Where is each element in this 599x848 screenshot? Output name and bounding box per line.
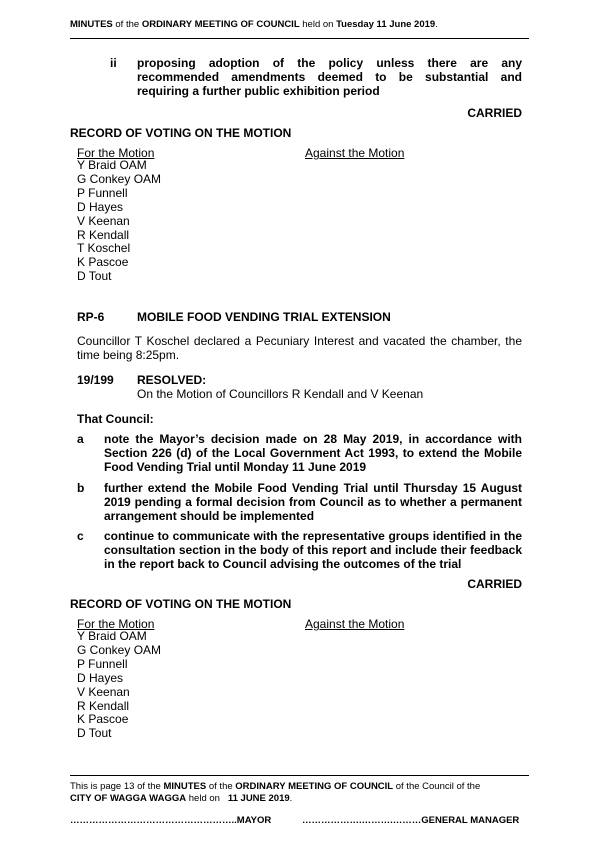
item-letter: c: [77, 529, 84, 543]
item-letter: b: [77, 481, 85, 495]
for-motion-label: For the Motion: [77, 617, 155, 631]
header-minutes: MINUTES: [70, 19, 113, 30]
against-motion-label: Against the Motion: [305, 617, 405, 631]
carried-label: CARRIED: [467, 106, 522, 120]
voter-name: K Pascoe: [77, 712, 129, 727]
voter-name: P Funnell: [77, 656, 128, 671]
voter-name: Y Braid OAM: [77, 158, 147, 172]
voter-name: D Tout: [77, 269, 112, 284]
voter-name: G Conkey OAM: [77, 642, 162, 657]
that-council: That Council:: [77, 412, 154, 426]
header-of: of the: [112, 19, 142, 30]
header-meeting: ORDINARY MEETING OF COUNCIL: [141, 19, 300, 30]
page-footer: [70, 781, 480, 806]
carried-label: CARRIED: [467, 577, 522, 591]
voter-name: R Kendall: [77, 698, 130, 713]
voter-name: V Keenan: [77, 213, 130, 228]
voter-name: K Pascoe: [77, 255, 129, 270]
voter-name: P Funnell: [77, 185, 128, 200]
footer-line-1: This is page 13 of the MINUTES of the ORDINARY MEETING OF COUNCIL of the Council of the: [70, 781, 481, 792]
report-code: RP-6: [77, 310, 105, 324]
resolution-item-b: further extend the Mobile Food Vending Trial until Thursday 15 August 2019 pending a formal decision from Council as to whether a permanent arrangement should be implemented: [104, 481, 522, 523]
voter-name: D Tout: [77, 726, 112, 741]
item-ii-text: proposing adoption of the policy unless there are any recommended amendments deemed to be substantial and requiring a further public exhibition period: [137, 56, 522, 98]
voter-name: T Koschel: [77, 241, 131, 256]
for-motion-label: For the Motion: [77, 146, 155, 160]
resolution-number: 19/199: [77, 373, 114, 387]
voting-heading: RECORD OF VOTING ON THE MOTION: [70, 597, 292, 611]
voter-name: D Hayes: [77, 670, 124, 685]
against-motion-label: Against the Motion: [305, 146, 405, 160]
for-motion-list: [77, 630, 161, 741]
resolved-label: RESOLVED:: [137, 373, 207, 387]
voting-heading: RECORD OF VOTING ON THE MOTION: [70, 126, 292, 140]
footer-divider: [70, 775, 529, 776]
voter-name: G Conkey OAM: [77, 171, 162, 186]
report-title: MOBILE FOOD VENDING TRIAL EXTENSION: [137, 310, 391, 324]
mayor-signature-line: ……………………………………………..MAYOR: [70, 815, 272, 826]
header-divider: [70, 38, 529, 39]
voter-name: D Hayes: [77, 199, 124, 214]
footer-line-2: CITY OF WAGGA WAGGA held on 11 JUNE 2019.: [70, 793, 293, 805]
resolution-item-a: note the Mayor’s decision made on 28 May 2019, in accordance with Section 226 (d) of the Local Government Act 1993, to extend the Mobile Food Vending Trial until Monday 11 June 2019: [104, 432, 522, 474]
declaration-text: Councillor T Koschel declared a Pecuniary Interest and vacated the chamber, the time being 8:25pm.: [77, 334, 522, 362]
header-period: .: [435, 19, 438, 30]
for-motion-list: [77, 159, 161, 284]
voter-name: V Keenan: [77, 684, 130, 699]
general-manager-signature-line: ……………….……….………GENERAL MANAGER: [302, 815, 520, 826]
page-header: [70, 19, 438, 30]
header-held-on: held on: [299, 19, 337, 30]
header-date: Tuesday 11 June 2019: [336, 19, 436, 30]
item-ii-number: ii: [110, 56, 117, 70]
item-letter: a: [77, 432, 84, 446]
resolution-item-c: continue to communicate with the representative groups identified in the consultation section in the body of this report and include their feedback in the report back to Council advising the outcomes of the trial: [104, 529, 522, 571]
voter-name: Y Braid OAM: [77, 629, 147, 643]
voter-name: R Kendall: [77, 227, 130, 242]
motion-movers: On the Motion of Councillors R Kendall and V Keenan: [137, 387, 424, 401]
